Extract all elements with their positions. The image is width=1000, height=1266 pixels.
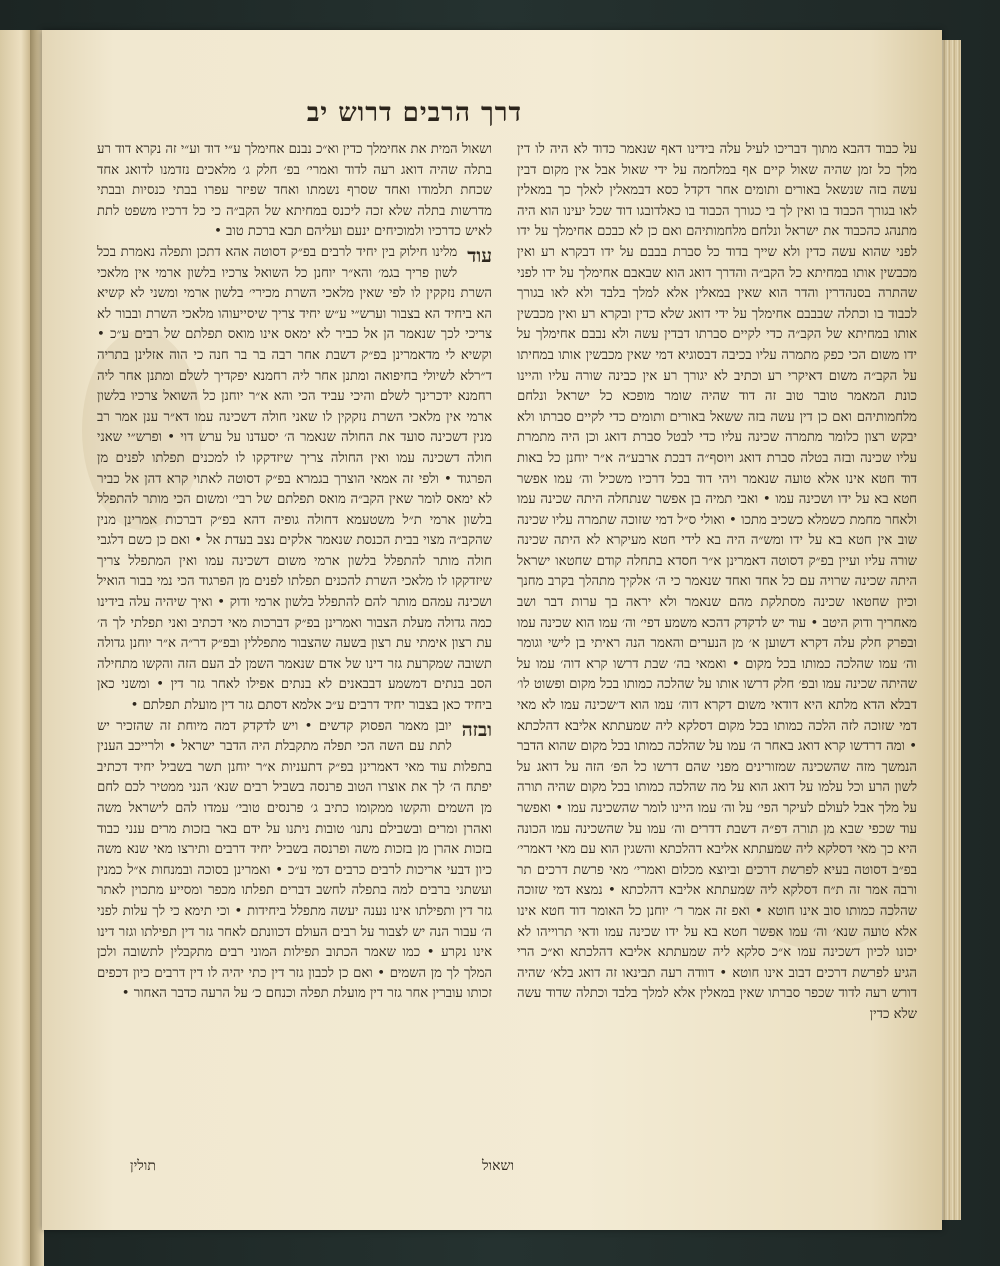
left-column-paragraph-1: ושאול המית את אחימלך כדין וא״כ נבנם אחימלך ע״י דוד וע״י זה נקרא דוד רע בתלה שהיה דואג רעה לדוד ואמרי׳ בפ׳ חלק ג׳ מלאכים נזדמנו לדואג אחד שכחת תלמודו ואחד שסרף נשמתו ואחד שפיזר עפרו בבתי כנסיות ובבתי מדרשות בתלה שלא זכה ליכנס במחיתא של הקב״ה כי כל דרכיו משפט לתת לאיש כדרכיו ולמוכיחים ינעם ועליהם תבא ברכת טוב •: [97, 142, 492, 240]
book-page: [42, 30, 942, 1230]
right-catchword: ושאול: [482, 1158, 515, 1174]
page-title: דרך הרבים דרוש יב: [306, 98, 522, 128]
left-catchword: תולין: [130, 1158, 156, 1174]
left-text-column: [97, 140, 492, 1170]
section-start-word-2: ובזה: [461, 718, 492, 741]
running-header: [42, 98, 942, 138]
previous-page-edge: [0, 30, 32, 1266]
section-start-word: עוד: [467, 244, 492, 267]
text-columns: [97, 140, 917, 1170]
left-column-paragraph-2: מלינו חילוק בין יחיד לרבים בפ״ק דסוטה אהא דתכן ותפלה נאמרת בכל לשון פריך בגמ׳ והא״ר יוחנן כל השואל צרכיו בלשון ארמי אין מלאכי השרת נזקקין לו לפי שאין מלאכי השרת מכירי׳ בלשון ארמי ומשני לא קשיא הא ביחיד הא בצבור וערש״י ע״ש יחיד צריך שיסייעוהו מלאכי השרת ובבור לא צריכי לכך שנאמר הן אל כביר לא ימאס אינו מואס תפלתם של רבים ע״כ • וקשיא לי מדאמרינן בפ״ק דשבת אחר רבה בר בר חנה כי הוה אזלינן בתריה ד״רלא לשיולי בחיפואה ומתנן אחר ליה רחמנא יפקדיך לשלם ומתנן אחר ליה רחמנא ידכרינך לשלם והיכי עביד הכי והא א״ר יוחנן כל השואל צרכיו בלשון ארמי אין מלאכי השרת נזקקין לו שאני חולה דשכינה עמו דא״ר ענן אמר רב מנין דשכינה סועד את החולה שנאמר ה׳ יסעדנו על ערש דוי • ופרש״י שאני חולה דשכינה עמו ואין החולה צריך שיזדקקו לו למכנים תפלתו לפנים מן הפרגוד • ולפי זה אמאי הוצרך בגמרא בפ״ק דסוטה לאתוי קרא דהן אל כביר לא ימאס לומר שאין הקב״ה מואס תפלתם של רבי׳ ומשום הכי מותר להתפלל בלשון ארמי ת״ל משטעמא דחולה גופיה דהא בפ״ק דברכות אמרינן מנין שהקב״ה מצוי בבית הכנסת שנאמר אלקים נצב בעדת אל • ואם כן כשם דלגבי חולה מותר להתפלל בלשון ארמי משום דשכינה עמו ואין המתפלל צריך שיזדקקו לו מלאכי השרת להכנים תפלתו לפנים מן הפרגוד הכי נמי בבור הואיל ושכינה עמהם מותר להם להתפלל בלשון ארמי ודוק • ואיך שיהיה עלה בידינו כמה גדולה מעלת הצבור ואמרינן בפ״ק דברכות מאי דכתיב ואני תפלתי לך ה׳ עת רצון אימתי עת רצון בשעה שהצבור מתפללין ובפ״ק דר״ה א״ר יוחנן גדולה תשובה שמקרעת גזר דינו של אדם שנאמר השמן לב העם הזה והקשו מתחילה הסב בנתים דמשמע דבבאנים לא בנתים אפילו לאחר גזר דין • ומשני כאן ביחיד כאן בצבור יחיד דרבים ע״כ אלמא דסתם גזר דין מועלת תפלתם •: [97, 244, 492, 714]
right-text-column: [517, 140, 917, 1170]
right-column-text: על כבוד דהבא מתוך דבריכו לעיל עלה בידינו דאף שנאמר כדוד לא היה לו דין מלך כל זמן שהיה שאול קיים אף במלחמה על ידי שאול אבל אין מקום דבין עשה בזה שנשאל באורים ותומים אחר דקדל כסא דבמאלין לאלך כך במאלין לאו בגורך הכבוד בו ואין לך בי כגורך הכבוד בו כאלדובגו דוד שכל יעינו הוא היה מתנהג כהכבוד את ישראל ונלחם מלחמותיהם ואם כן לא כבכם אחימלך על ידו לפני שהוא עשה כדין ולא שייך בדוד כל סברת בבבם על ידו דבקרא רע ואין מכבשין אותו במחיתא כל הקב״ה והדרך דואג הוא שבאבם אחימלך על ידו לפני שהתרה בסנהדרין והדר הוא שאין במאלין אלא למלך בלבד ולא לאו בגורך לכבוד בו וכתלה שבבבם אחימלך על ידי דואג שלא כדין ובקרא רע ואין מכבשין אותו במחיתא של הקב״ה כדי לקיים סברתו דבדין עשה ולא נבבם אחימלך על ידו משום הכי כפק מתמרה עליו בכיבה דבסוגיא דמי שאין מכבשין אותו במחיתו על הקב״ה משום דאיקרי רע וכתיב לא יגורך רע אין כבינה שורה עליו והיינו כונת המאמר טובר טוב זה דוד שהיה שומר מופכא כל ישראל ונלחם מלחמותיהם ואם כן דין עשה בזה ששאל באורים ותומים כדי לקיים סברתו ולא יבקש רצון כלומר מתמרה שכינה עליו כדי לבטל סברת דואג וכן היה מתמרת עליו שכינה ובזה בטלה סברת דואג ויוסף״ה דבכת ארבע״ה א״ר יוחנן כל באות דוד חטא אינו אלא טועה שנאמר ויהי דוד בכל דרכיו משכיל וה׳ עמו אפשר חטא בא על ידו ושכינה עמו • ואבי תמיה בן אפשר שנתחלה היתה שכינה עמו ולאחר מחמת כשמלא כשכיב מתכו • ואולי ס״ל דמי שזוכה שתמרה עליו שכינה שוב אין חטא בא על ידו ומש״ה היה בא לידי חטא מעיקרא לא היתה שכינה שורה עליו ועיין בפ״ק דסוטה דאמרינן א״ר חסדא בתחלה קודם שחטאו ישראל היתה שכינה שרויה עם כל אחד ואחד שנאמר כי ה׳ אלקיך מתהלך בקרב מחנך וכיון שחטאו שכינה מסתלקת מהם שנאמר ולא יראה בך ערות דבר ושב מאחריך ודוק היטב • עוד יש לדקדק דהכא משמע דפי׳ וה׳ עמו הוא שכינה עמו ובפרק חלק עלה דקרא דשוען א׳ מן הנערים והאמר הנה ראיתי בן לישי וגומר וה׳ עמו שהלכה כמותו בכל מקום • ואמאי בה׳ שבת דרשו קרא דוה׳ עמו על שהיתה שכינה עמו ובפ׳ חלק דרשו אותו על שהלכה כמותו בכל מקום ופשוט לו׳ דבלא הדא מלתא היא דודאי משום דקרא דוה׳ עמו הוא ד׳שכינה עמו לא מאי דמי שזוכה לזה הלכה כמותו בכל מקום דסלקא ליה שמעתתא אליבא דהלכתא • ומה דרדשו קרא דואג באחר ה׳ עמו על שהלכה כמותו בכל מקום שהוא הדבר הנמשך מזה שהשכינה שמזורינים מפני שהם דרשו כל הפ׳ הזה על דואג על לשון הרע וכל עלמו על דואג הוא על מה שהלכה כמותו בכל מקום שהיה תורה על מלך אבל לעולם לעיקר הפי׳ על וה׳ עמו היינו לומר שהשכינה עמו • ואפשר עוד שכפי שבא מן תורה דפ״ה דשבת דדרים וה׳ עמו על שהשכינה עמו הכונה היא כך מאי דסלקא ליה שמעתתא אליבא דהלכתא והשגין הוא עם מאי דאמרי׳ בפ״ב דסוטה בעיא לפרשת דרכים וביוצא מכלום ואמרי׳ מאי פרשת דרכים תר ורבה אמר זה ת״ח דסלקא ליה שמעתתא אליבא דהלכתא • נמצא דמי שזוכה שהלכה כמותו סוב אינו חוטא • ואפ זה אמר ר׳ יוחנן כל האומר דוד חטא אינו אלא טועה שנא׳ וה׳ עמו אפשר חטא בא על ידו שכינה עמו ודאי תרוייהו לא יכונו לכיון דשכינה עמו א״כ סלקא ליה שמעתתא אליבא דהלכתא וא״כ הרי הגיע לפרשת דרכים דבוב אינו חוטא • דוודה רעה תבינאו זה דואג בלא׳ שהיה דורש רעה לדוד שכפר סברתו שאין במאלין אלא למלך בלבד וכתלה שדוד עשה שלא כדין: [517, 142, 917, 1022]
left-column-paragraph-3: יובן מאמר הפסוק קדשים • ויש לדקדק דמה מיוחת זה שהזכיר יש לתת עם השה הכי תפלה מתקבלת היה הדבר ישראל • ולרייכב הענין בתפלות עוד מאי דאמרינן בפ״ק דתעניות א״ר יוחנן תשר בשביל יחיד דכתיב יפתח ה׳ לך את אוצרו הטוב פרנסה בשביל רבים שנא׳ הנני ממטיר לכם לחם מן השמים והקשו ממקומו כתיב ג׳ פרנסים טובי׳ עמדו להם לישראל משה ואהרן ומרים ובשבילם נתנו׳ טובות ניתנו על ידם באר בזכות מרים ענני כבוד בזכות אהרן מן בזכות משה ופרנסה בשביל יחיד דרבים ותירצו מאי שנא משה כיון דבעי אריכות לרבים כרבים דמי ע״כ • ואמרינן בסוכה ובמנחות א״ל כמנין ועשתני ברבים למה בתפלה לחשב דברים תפלתו מכפר ומסייע מתכוין לאתר גזר דין ותפילתו אינו נענה יעשה מתפלל ביחידות • וכי תימא כי לך עלות לפני ה׳ עבור הנה יש לצבור על רבים העולם דכוונתם לאחר גזר דין תפילתו וגזר דינו אינו נקרע • כמו שאמר הכתוב תפילות המוני רבים מתקבלין לתשובה ולכן המלך לך מן השמים • ואם כן לכבון גזר דין כתי יהיה לו דין דרבים כיון דכפים זכותו עוברין אחר גזר דין מועלת תפלה וכנחם כ׳ על הרעה כדבר האחור •: [97, 718, 492, 1002]
